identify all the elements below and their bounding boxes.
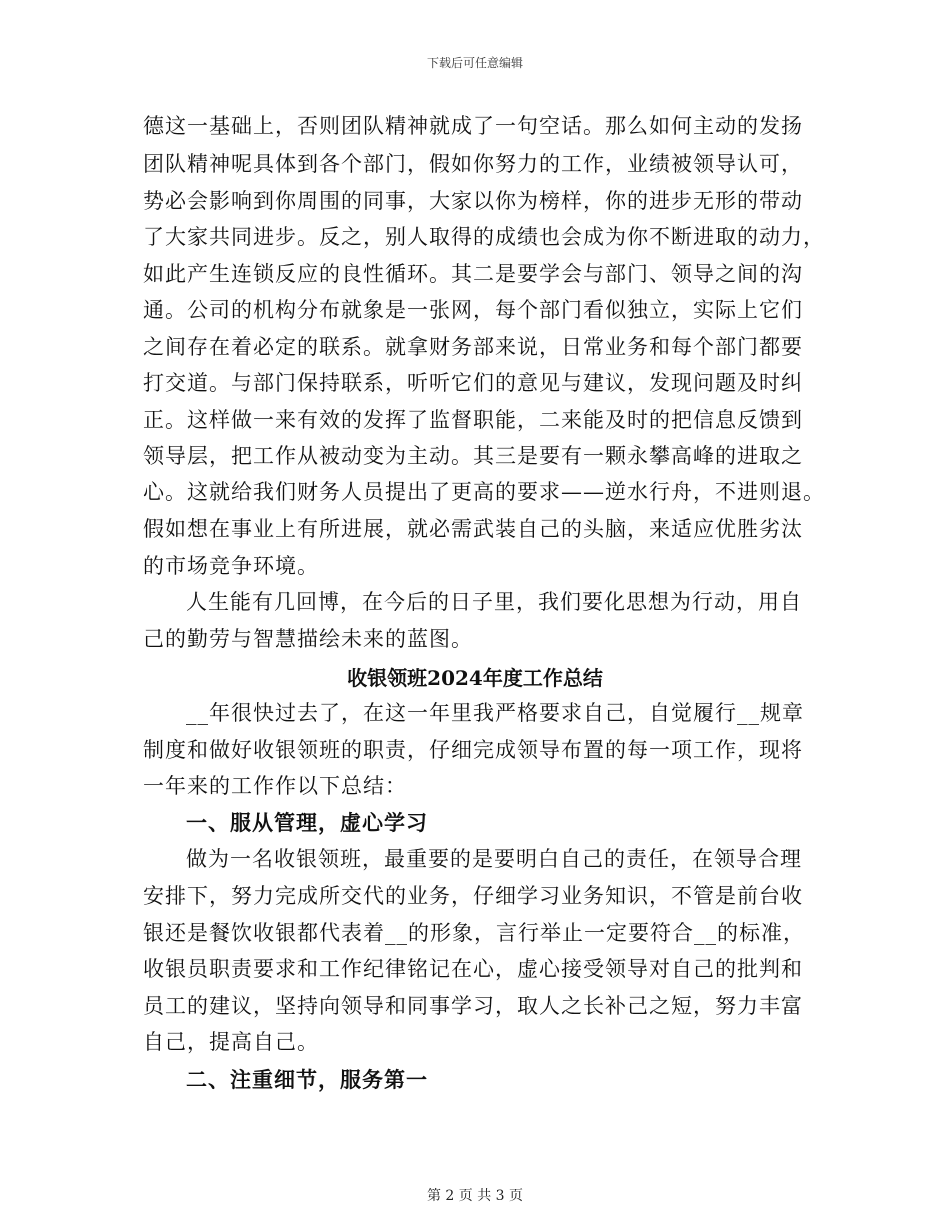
paragraph-line: 人生能有几回博，在今后的日子里，我们要化思想为行动，用自 [186,590,802,614]
paragraph-line: __年很快过去了，在这一年里我严格要求自己，自觉履行__规章 [186,701,804,725]
paragraph-line: 自己，提高自己。 [143,1030,319,1054]
paragraph-line: 打交道。与部门保持联系，听听它们的意见与建议，发现问题及时纠 [143,371,803,395]
page-footer: 第 2 页 共 3 页 [426,1188,524,1204]
paragraph-line: 正。这样做一来有效的发挥了监督职能，二来能及时的把信息反馈到 [143,408,803,432]
paragraph-line: 势必会影响到你周围的同事，大家以你为榜样，你的进步无形的带动 [143,189,803,213]
page-header: 下载后可任意编辑 [426,56,523,70]
paragraph-line: 做为一名收银领班，最重要的是要明白自己的责任，在领导合理 [186,847,802,871]
paragraph-line: 员工的建议，坚持向领导和同事学习，取人之长补己之短，努力丰富 [143,994,803,1018]
paragraph-line: 己的勤劳与智慧描绘未来的蓝图。 [143,627,473,651]
paragraph-line: 银还是餐饮收银都代表着__的形象，言行举止一定要符合__的标准， [143,921,805,945]
section-heading: 二、注重细节，服务第一 [186,1067,428,1092]
paragraph-line: 领导层，把工作从被动变为主动。其三是要有一颗永攀高峰的进取之 [143,444,803,468]
paragraph-line: 团队精神呢具体到各个部门，假如你努力的工作，业绩被领导认可， [143,152,803,176]
paragraph-line: 了大家共同进步。反之，别人取得的成绩也会成为你不断进取的动力， [143,225,825,249]
section-heading: 一、服从管理，虚心学习 [186,810,428,835]
paragraph-line: 如此产生连锁反应的良性循环。其二是要学会与部门、领导之间的沟 [143,262,803,286]
paragraph-line: 的市场竞争环境。 [143,554,319,578]
section-title: 收银领班2024年度工作总结 [347,666,603,690]
paragraph-line: 之间存在着必定的联系。就拿财务部来说，日常业务和每个部门都要 [143,335,803,359]
paragraph-line: 收银员职责要求和工作纪律铭记在心，虚心接受领导对自己的批判和 [143,957,803,981]
paragraph-line: 安排下，努力完成所交代的业务，仔细学习业务知识，不管是前台收 [143,884,803,908]
paragraph-line: 心。这就给我们财务人员提出了更高的要求——逆水行舟，不进则退。 [143,480,825,504]
paragraph-line: 德这一基础上，否则团队精神就成了一句空话。那么如何主动的发扬 [143,114,803,138]
paragraph-line: 通。公司的机构分布就象是一张网，每个部门看似独立，实际上它们 [143,298,803,322]
paragraph-line: 制度和做好收银领班的职责，仔细完成领导布置的每一项工作，现将 [143,738,803,762]
paragraph-line: 一年来的工作作以下总结： [143,774,407,798]
paragraph-line: 假如想在事业上有所进展，就必需武装自己的头脑，来适应优胜劣汰 [143,517,803,541]
